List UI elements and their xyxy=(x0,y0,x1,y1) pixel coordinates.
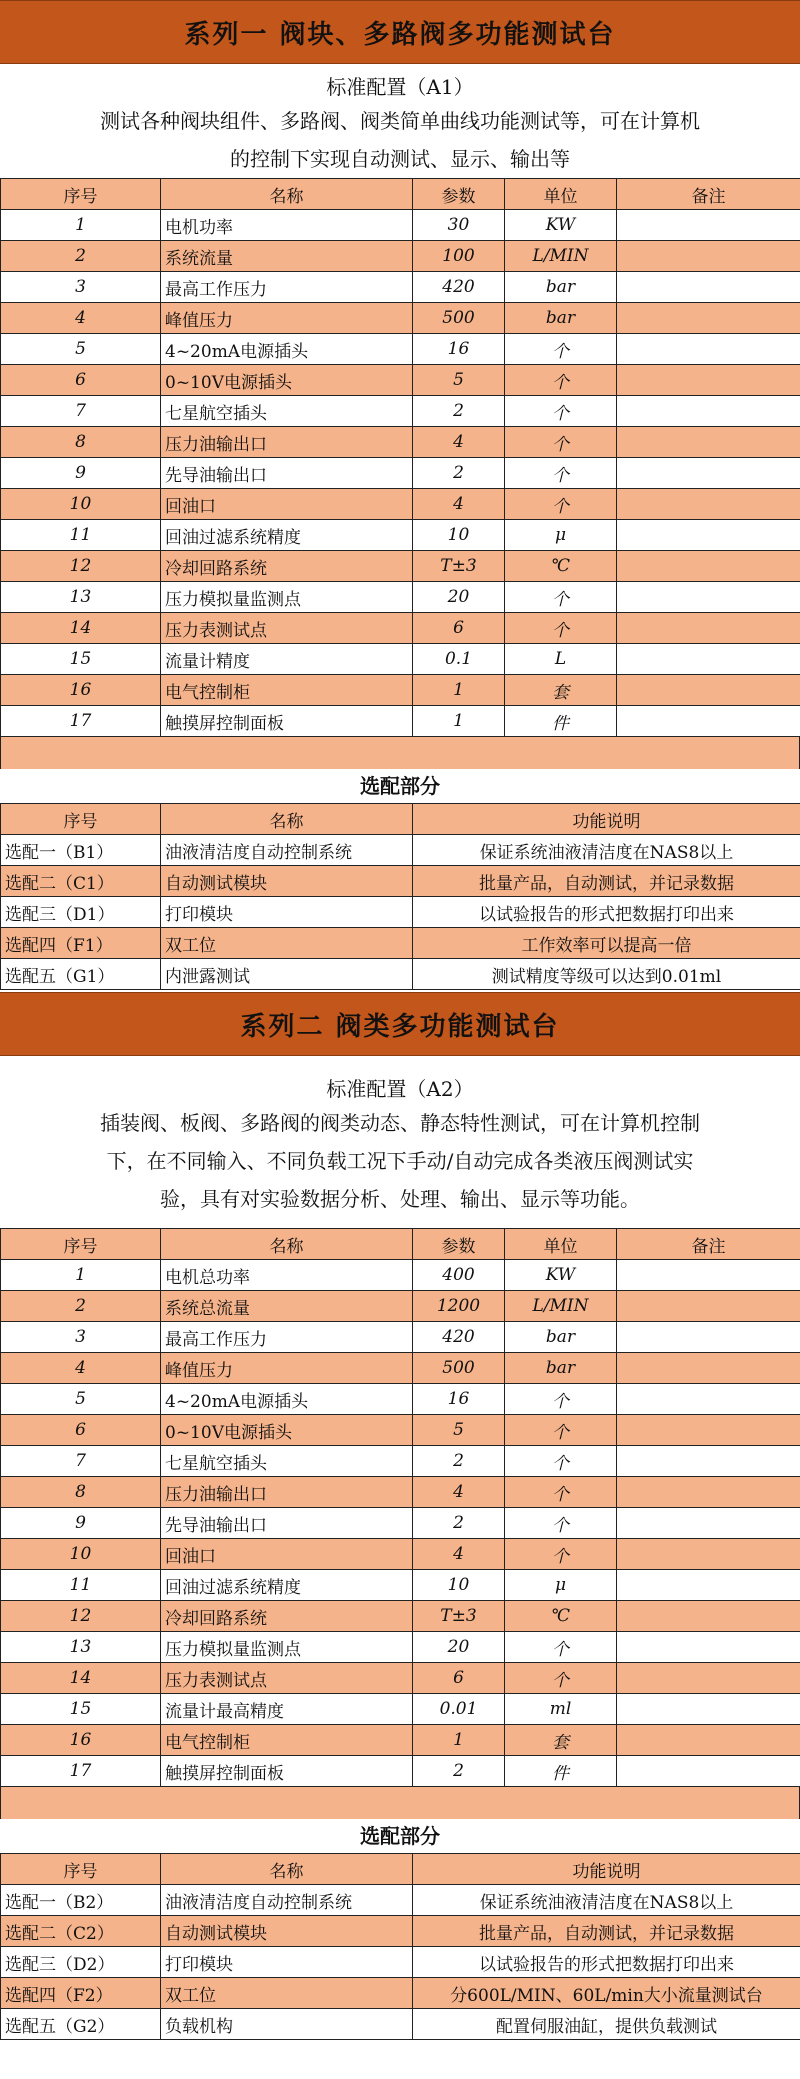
column-header: 备注 xyxy=(617,179,800,210)
item-note xyxy=(617,1477,800,1508)
optional-config-table xyxy=(0,1853,800,2040)
table-row xyxy=(1,959,800,990)
item-unit: 个 xyxy=(505,1508,617,1539)
row-number: 7 xyxy=(1,396,161,427)
row-number: 17 xyxy=(1,1756,161,1787)
column-header: 单位 xyxy=(505,179,617,210)
item-note xyxy=(617,1415,800,1446)
item-unit: 个 xyxy=(505,1384,617,1415)
item-unit: 件 xyxy=(505,1756,617,1787)
table-row xyxy=(1,334,800,365)
item-parameter: 6 xyxy=(413,613,505,644)
row-number: 12 xyxy=(1,551,161,582)
table-row xyxy=(1,1632,800,1663)
item-name: 4~20mA电源插头 xyxy=(161,334,413,365)
table-row xyxy=(1,644,800,675)
option-description: 以试验报告的形式把数据打印出来 xyxy=(413,897,800,928)
item-note xyxy=(617,396,800,427)
row-number: 13 xyxy=(1,582,161,613)
item-parameter: 2 xyxy=(413,396,505,427)
table-row xyxy=(1,489,800,520)
item-name: 触摸屏控制面板 xyxy=(161,706,413,737)
item-unit: ℃ xyxy=(505,1601,617,1632)
item-parameter: 20 xyxy=(413,582,505,613)
item-parameter: 1 xyxy=(413,675,505,706)
item-name: 压力模拟量监测点 xyxy=(161,1632,413,1663)
item-note xyxy=(617,706,800,737)
optional-section-title: 选配部分 xyxy=(360,1824,440,1848)
option-description: 保证系统油液清洁度在NAS8以上 xyxy=(413,835,800,866)
row-number: 8 xyxy=(1,427,161,458)
option-description: 分600L/MIN、60L/min大小流量测试台 xyxy=(413,1978,800,2009)
column-header: 序号 xyxy=(1,804,161,835)
table-row xyxy=(1,1415,800,1446)
row-number: 14 xyxy=(1,613,161,644)
option-name: 打印模块 xyxy=(161,897,413,928)
item-unit: 个 xyxy=(505,1539,617,1570)
item-note xyxy=(617,1384,800,1415)
item-unit: 个 xyxy=(505,1446,617,1477)
column-header: 备注 xyxy=(617,1229,800,1260)
item-parameter: 2 xyxy=(413,458,505,489)
row-number: 3 xyxy=(1,272,161,303)
item-unit: μ xyxy=(505,520,617,551)
table-row xyxy=(1,365,800,396)
option-code: 选配三（D2） xyxy=(1,1947,161,1978)
table-row xyxy=(1,1353,800,1384)
item-note xyxy=(617,1322,800,1353)
item-unit: 个 xyxy=(505,396,617,427)
item-unit: 个 xyxy=(505,489,617,520)
optional-config-table xyxy=(0,803,800,990)
option-description: 配置伺服油缸，提供负载测试 xyxy=(413,2009,800,2040)
item-name: 电气控制柜 xyxy=(161,675,413,706)
option-name: 内泄露测试 xyxy=(161,959,413,990)
table-row xyxy=(1,520,800,551)
table-row xyxy=(1,1570,800,1601)
item-parameter: 20 xyxy=(413,1632,505,1663)
item-parameter: 16 xyxy=(413,1384,505,1415)
column-header: 参数 xyxy=(413,179,505,210)
table-row xyxy=(1,1663,800,1694)
table-header-row xyxy=(1,1854,800,1885)
item-parameter: 400 xyxy=(413,1260,505,1291)
item-name: 压力油输出口 xyxy=(161,427,413,458)
description-line: 插装阀、板阀、多路阀的阀类动态、静态特性测试，可在计算机控制 xyxy=(100,1111,700,1135)
table-row xyxy=(1,1539,800,1570)
item-parameter: 420 xyxy=(413,272,505,303)
item-note xyxy=(617,1601,800,1632)
item-parameter: 30 xyxy=(413,210,505,241)
item-name: 回油过滤系统精度 xyxy=(161,520,413,551)
standard-config-label: 标准配置（A2） xyxy=(326,1077,474,1101)
item-name: 0~10V电源插头 xyxy=(161,1415,413,1446)
table-row xyxy=(1,2009,800,2040)
column-header: 名称 xyxy=(161,1854,413,1885)
item-note xyxy=(617,613,800,644)
table-row xyxy=(1,1446,800,1477)
table-row xyxy=(1,303,800,334)
option-name: 双工位 xyxy=(161,1978,413,2009)
option-code: 选配一（B1） xyxy=(1,835,161,866)
table-row xyxy=(1,1694,800,1725)
item-unit: bar xyxy=(505,1322,617,1353)
item-name: 系统总流量 xyxy=(161,1291,413,1322)
table-row xyxy=(1,928,800,959)
table-row xyxy=(1,706,800,737)
item-name: 电机功率 xyxy=(161,210,413,241)
item-note xyxy=(617,1694,800,1725)
item-unit: μ xyxy=(505,1570,617,1601)
option-code: 选配五（G2） xyxy=(1,2009,161,2040)
table-row xyxy=(1,1477,800,1508)
column-header: 参数 xyxy=(413,1229,505,1260)
item-unit: 个 xyxy=(505,427,617,458)
row-number: 5 xyxy=(1,334,161,365)
column-header: 序号 xyxy=(1,1854,161,1885)
series-description xyxy=(0,1104,800,1218)
item-parameter: 2 xyxy=(413,1446,505,1477)
item-parameter: 4 xyxy=(413,1477,505,1508)
item-name: 冷却回路系统 xyxy=(161,551,413,582)
table-row xyxy=(1,551,800,582)
column-header: 功能说明 xyxy=(413,804,800,835)
item-name: 4~20mA电源插头 xyxy=(161,1384,413,1415)
series-description xyxy=(0,102,800,178)
row-number: 10 xyxy=(1,489,161,520)
item-note xyxy=(617,303,800,334)
table-row xyxy=(1,1725,800,1756)
item-name: 流量计精度 xyxy=(161,644,413,675)
option-name: 自动测试模块 xyxy=(161,1916,413,1947)
option-name: 油液清洁度自动控制系统 xyxy=(161,1885,413,1916)
item-parameter: 1 xyxy=(413,706,505,737)
item-parameter: 500 xyxy=(413,303,505,334)
row-number: 11 xyxy=(1,1570,161,1601)
item-unit: 套 xyxy=(505,1725,617,1756)
table-row xyxy=(1,427,800,458)
section-spacer xyxy=(0,1787,800,1819)
row-number: 14 xyxy=(1,1663,161,1694)
table-row xyxy=(1,613,800,644)
column-header: 名称 xyxy=(161,179,413,210)
table-row xyxy=(1,1384,800,1415)
item-note xyxy=(617,1663,800,1694)
item-note xyxy=(617,1260,800,1291)
row-number: 2 xyxy=(1,1291,161,1322)
option-name: 自动测试模块 xyxy=(161,866,413,897)
table-row xyxy=(1,1885,800,1916)
item-unit: 套 xyxy=(505,675,617,706)
item-name: 电气控制柜 xyxy=(161,1725,413,1756)
table-row xyxy=(1,272,800,303)
item-parameter: 4 xyxy=(413,427,505,458)
description-line: 的控制下实现自动测试、显示、输出等 xyxy=(230,147,570,171)
item-unit: 个 xyxy=(505,458,617,489)
item-note xyxy=(617,1446,800,1477)
item-unit: L xyxy=(505,644,617,675)
row-number: 17 xyxy=(1,706,161,737)
item-unit: KW xyxy=(505,210,617,241)
description-line: 测试各种阀块组件、多路阀、阀类简单曲线功能测试等，可在计算机 xyxy=(100,109,700,133)
item-name: 压力表测试点 xyxy=(161,1663,413,1694)
table-row xyxy=(1,675,800,706)
item-note xyxy=(617,272,800,303)
item-parameter: 420 xyxy=(413,1322,505,1353)
item-parameter: 1200 xyxy=(413,1291,505,1322)
item-parameter: 1 xyxy=(413,1725,505,1756)
item-parameter: 4 xyxy=(413,489,505,520)
item-unit: 件 xyxy=(505,706,617,737)
option-description: 以试验报告的形式把数据打印出来 xyxy=(413,1947,800,1978)
item-name: 最高工作压力 xyxy=(161,272,413,303)
item-name: 峰值压力 xyxy=(161,1353,413,1384)
item-unit: ml xyxy=(505,1694,617,1725)
option-description: 保证系统油液清洁度在NAS8以上 xyxy=(413,1885,800,1916)
table-row xyxy=(1,1260,800,1291)
item-parameter: T±3 xyxy=(413,551,505,582)
option-code: 选配五（G1） xyxy=(1,959,161,990)
table-row xyxy=(1,897,800,928)
table-row xyxy=(1,835,800,866)
item-parameter: 16 xyxy=(413,334,505,365)
item-note xyxy=(617,489,800,520)
table-row xyxy=(1,241,800,272)
item-note xyxy=(617,551,800,582)
option-code: 选配二（C2） xyxy=(1,1916,161,1947)
item-name: 0~10V电源插头 xyxy=(161,365,413,396)
item-name: 压力模拟量监测点 xyxy=(161,582,413,613)
item-note xyxy=(617,582,800,613)
item-unit: L/MIN xyxy=(505,1291,617,1322)
item-note xyxy=(617,1539,800,1570)
item-parameter: 5 xyxy=(413,365,505,396)
description-line: 下，在不同输入、不同负载工况下手动/自动完成各类液压阀测试实 xyxy=(106,1149,694,1173)
option-code: 选配一（B2） xyxy=(1,1885,161,1916)
table-row xyxy=(1,1978,800,2009)
item-unit: KW xyxy=(505,1260,617,1291)
item-name: 回油过滤系统精度 xyxy=(161,1570,413,1601)
item-name: 先导油输出口 xyxy=(161,458,413,489)
item-note xyxy=(617,1570,800,1601)
row-number: 9 xyxy=(1,458,161,489)
item-name: 压力油输出口 xyxy=(161,1477,413,1508)
item-unit: bar xyxy=(505,272,617,303)
row-number: 13 xyxy=(1,1632,161,1663)
item-unit: 个 xyxy=(505,1477,617,1508)
column-header: 名称 xyxy=(161,804,413,835)
row-number: 11 xyxy=(1,520,161,551)
item-name: 峰值压力 xyxy=(161,303,413,334)
item-unit: 个 xyxy=(505,582,617,613)
option-code: 选配三（D1） xyxy=(1,897,161,928)
item-note xyxy=(617,334,800,365)
row-number: 15 xyxy=(1,1694,161,1725)
item-note xyxy=(617,458,800,489)
item-name: 最高工作压力 xyxy=(161,1322,413,1353)
row-number: 2 xyxy=(1,241,161,272)
item-name: 冷却回路系统 xyxy=(161,1601,413,1632)
row-number: 6 xyxy=(1,365,161,396)
row-number: 1 xyxy=(1,210,161,241)
option-code: 选配四（F2） xyxy=(1,1978,161,2009)
item-unit: 个 xyxy=(505,613,617,644)
item-parameter: 5 xyxy=(413,1415,505,1446)
optional-section-title: 选配部分 xyxy=(360,774,440,798)
item-unit: 个 xyxy=(505,1663,617,1694)
item-unit: bar xyxy=(505,1353,617,1384)
item-note xyxy=(617,1291,800,1322)
standard-config-table xyxy=(0,178,800,737)
column-header: 功能说明 xyxy=(413,1854,800,1885)
column-header: 名称 xyxy=(161,1229,413,1260)
item-parameter: T±3 xyxy=(413,1601,505,1632)
item-note xyxy=(617,365,800,396)
item-parameter: 6 xyxy=(413,1663,505,1694)
option-name: 油液清洁度自动控制系统 xyxy=(161,835,413,866)
item-note xyxy=(617,675,800,706)
row-number: 8 xyxy=(1,1477,161,1508)
table-row xyxy=(1,458,800,489)
option-name: 打印模块 xyxy=(161,1947,413,1978)
row-number: 1 xyxy=(1,1260,161,1291)
description-line: 验，具有对实验数据分析、处理、输出、显示等功能。 xyxy=(160,1187,640,1211)
row-number: 6 xyxy=(1,1415,161,1446)
table-row xyxy=(1,1322,800,1353)
item-unit: L/MIN xyxy=(505,241,617,272)
table-row xyxy=(1,396,800,427)
option-name: 负载机构 xyxy=(161,2009,413,2040)
column-header: 序号 xyxy=(1,179,161,210)
item-name: 触摸屏控制面板 xyxy=(161,1756,413,1787)
item-parameter: 2 xyxy=(413,1508,505,1539)
series-1 xyxy=(0,0,800,990)
row-number: 16 xyxy=(1,1725,161,1756)
item-parameter: 10 xyxy=(413,520,505,551)
option-code: 选配二（C1） xyxy=(1,866,161,897)
item-note xyxy=(617,1508,800,1539)
item-parameter: 4 xyxy=(413,1539,505,1570)
table-header-row xyxy=(1,804,800,835)
item-name: 先导油输出口 xyxy=(161,1508,413,1539)
item-note xyxy=(617,520,800,551)
option-code: 选配四（F1） xyxy=(1,928,161,959)
item-name: 七星航空插头 xyxy=(161,1446,413,1477)
item-name: 回油口 xyxy=(161,489,413,520)
row-number: 5 xyxy=(1,1384,161,1415)
row-number: 4 xyxy=(1,1353,161,1384)
table-row xyxy=(1,1291,800,1322)
column-header: 单位 xyxy=(505,1229,617,1260)
table-row xyxy=(1,1756,800,1787)
series-2 xyxy=(0,990,800,2040)
table-header-row xyxy=(1,1229,800,1260)
series-title: 系列二 阀类多功能测试台 xyxy=(0,992,800,1056)
row-number: 9 xyxy=(1,1508,161,1539)
row-number: 4 xyxy=(1,303,161,334)
item-name: 压力表测试点 xyxy=(161,613,413,644)
item-note xyxy=(617,1756,800,1787)
item-note xyxy=(617,1632,800,1663)
item-parameter: 100 xyxy=(413,241,505,272)
section-spacer xyxy=(0,737,800,769)
column-header: 序号 xyxy=(1,1229,161,1260)
item-name: 流量计最高精度 xyxy=(161,1694,413,1725)
option-description: 批量产品，自动测试，并记录数据 xyxy=(413,1916,800,1947)
table-row xyxy=(1,1916,800,1947)
item-name: 回油口 xyxy=(161,1539,413,1570)
table-row xyxy=(1,1947,800,1978)
item-parameter: 0.01 xyxy=(413,1694,505,1725)
table-row xyxy=(1,1508,800,1539)
item-name: 电机总功率 xyxy=(161,1260,413,1291)
row-number: 16 xyxy=(1,675,161,706)
item-unit: 个 xyxy=(505,334,617,365)
row-number: 3 xyxy=(1,1322,161,1353)
item-unit: bar xyxy=(505,303,617,334)
item-name: 系统流量 xyxy=(161,241,413,272)
item-note xyxy=(617,1353,800,1384)
item-unit: 个 xyxy=(505,1632,617,1663)
option-description: 批量产品，自动测试，并记录数据 xyxy=(413,866,800,897)
standard-config-label: 标准配置（A1） xyxy=(326,75,474,99)
item-parameter: 2 xyxy=(413,1756,505,1787)
series-title: 系列一 阀块、多路阀多功能测试台 xyxy=(0,0,800,64)
option-description: 工作效率可以提高一倍 xyxy=(413,928,800,959)
table-header-row xyxy=(1,179,800,210)
table-row xyxy=(1,582,800,613)
item-name: 七星航空插头 xyxy=(161,396,413,427)
item-unit: ℃ xyxy=(505,551,617,582)
table-row xyxy=(1,210,800,241)
item-parameter: 500 xyxy=(413,1353,505,1384)
table-row xyxy=(1,1601,800,1632)
table-row xyxy=(1,866,800,897)
item-note xyxy=(617,210,800,241)
row-number: 7 xyxy=(1,1446,161,1477)
option-name: 双工位 xyxy=(161,928,413,959)
row-number: 15 xyxy=(1,644,161,675)
item-unit: 个 xyxy=(505,365,617,396)
item-note xyxy=(617,1725,800,1756)
item-note xyxy=(617,427,800,458)
item-parameter: 0.1 xyxy=(413,644,505,675)
item-note xyxy=(617,644,800,675)
item-unit: 个 xyxy=(505,1415,617,1446)
row-number: 12 xyxy=(1,1601,161,1632)
item-note xyxy=(617,241,800,272)
standard-config-table xyxy=(0,1228,800,1787)
option-description: 测试精度等级可以达到0.01ml xyxy=(413,959,800,990)
row-number: 10 xyxy=(1,1539,161,1570)
item-parameter: 10 xyxy=(413,1570,505,1601)
